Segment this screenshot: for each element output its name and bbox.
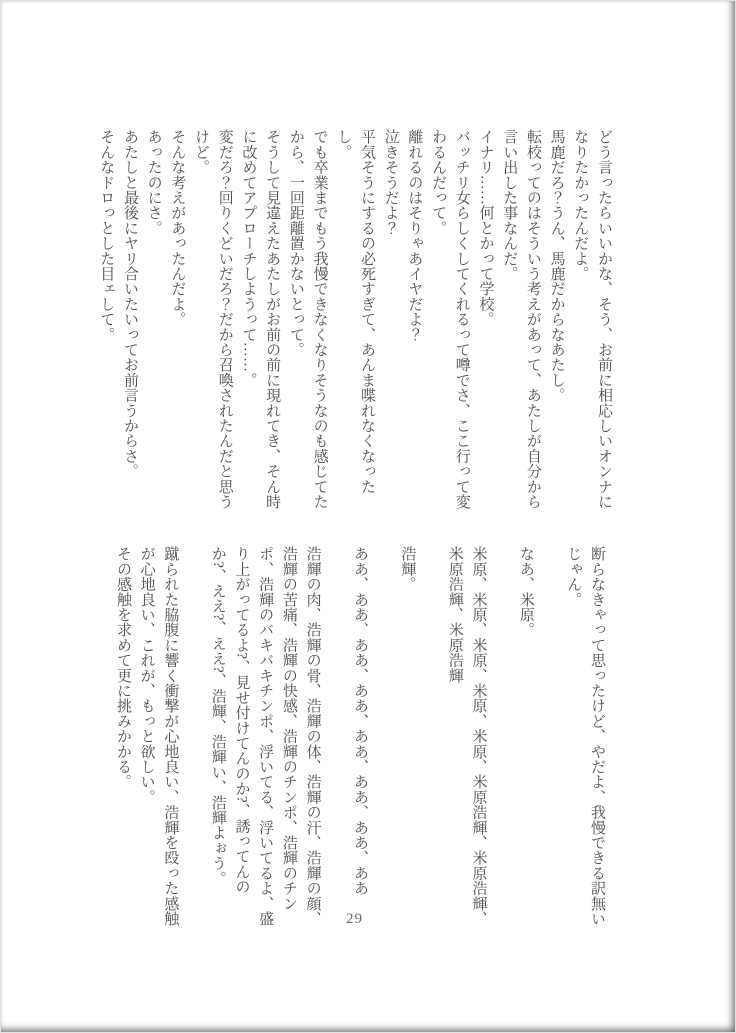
text-line: 浩輝の肉、浩輝の骨、浩輝の体、浩輝の汗、浩輝の顔、	[304, 546, 321, 926]
text-line: じゃん。	[565, 546, 582, 607]
text-line	[537, 546, 561, 948]
text-line: でも卒業までもう我慢できなくなりそうなのも感じてた	[311, 129, 328, 509]
text-line: あたしと最後にヤリ合いたいってお前言うからさ。	[121, 129, 138, 479]
text-line: 離れるのはそりゃあイヤだよ？	[406, 129, 423, 342]
text-line	[418, 546, 442, 948]
text-line: 馬鹿だろ？うん、馬鹿だからなあたし。	[548, 129, 565, 403]
text-line: なあ、米原。	[517, 546, 534, 638]
text-line	[371, 546, 395, 948]
text-line: 蹴られた脇腹に響く衝撃が心地良い、浩輝を殴った感触	[162, 546, 179, 926]
text-line: 平気そうにするの必死すぎて、あんま喋れなくなった	[358, 129, 375, 494]
text-line: に改めてアプローチしようって……。	[240, 129, 257, 388]
text-line: イナリ……何とかって学校。	[477, 129, 494, 327]
text-line: そんな考えがあったんだよ。	[169, 129, 186, 327]
text-line: けど。	[193, 129, 210, 175]
text-line: 浩輝。	[399, 546, 416, 592]
text-line: ポ、浩輝のバキバキチンポ、浮いてる、浮いてるよ、盛	[257, 546, 274, 926]
text-line: わるんだって。	[430, 129, 447, 236]
text-line: から、一回距離置かないとって。	[287, 129, 304, 357]
text-line	[489, 546, 513, 948]
page-number: 29	[346, 911, 363, 927]
text-line: あったのにさ。	[145, 129, 162, 236]
text-line: ああ、ああ、ああ、ああ、ああ、ああ、ああ、ああ	[351, 546, 368, 896]
text-line: バッチリ女らしくしてくれるって噂でさ、ここ行って変	[453, 129, 470, 509]
text-line: 米原、米原、米原、米原、米原、米原浩輝、米原浩輝、	[470, 546, 487, 926]
text-line: そうして見違えたあたしがお前の前に現れてき、そん時	[264, 129, 281, 509]
text-line: 変だろ？回りくどいだろ？だから召喚されたんだと思う	[216, 129, 233, 509]
text-line: 断らなきゃって思ったけど、やだよ、我慢できる訳無い	[589, 546, 605, 926]
top-text-block	[94, 129, 615, 531]
text-line: が心地良い、これが、もっと欲しい。	[138, 546, 155, 805]
text-line: なりたかったんだよ。	[572, 129, 589, 281]
text-line: り上がってるよ?、見せ付けてんのか?、誘ってんの	[233, 546, 250, 895]
text-line: 転校ってのはそういう考えがあって、あたしが自分から	[524, 129, 541, 509]
text-line: し。	[335, 129, 352, 160]
text-line: 泣きそうだよ？	[382, 129, 399, 236]
bottom-text-block	[110, 546, 608, 948]
text-line: その感触を求めて更に挑みかかる。	[114, 546, 131, 790]
text-line: そんなドロっとした目ェして。	[98, 129, 115, 342]
text-line	[324, 546, 348, 948]
text-line	[181, 546, 205, 948]
text-line: 浩輝の苦痛、浩輝の快感、浩輝のチンポ、浩輝のチン	[280, 546, 297, 911]
text-line: 言い出した事なんだ。	[501, 129, 518, 281]
text-line: どう言ったらいいかな、そう、お前に相応しいオンナに	[596, 129, 612, 509]
text-line: 米原浩輝、米原浩輝	[446, 546, 463, 683]
text-line: か?、ええ?、ええ?、浩輝、浩輝い、浩輝よぉう。	[209, 546, 226, 886]
